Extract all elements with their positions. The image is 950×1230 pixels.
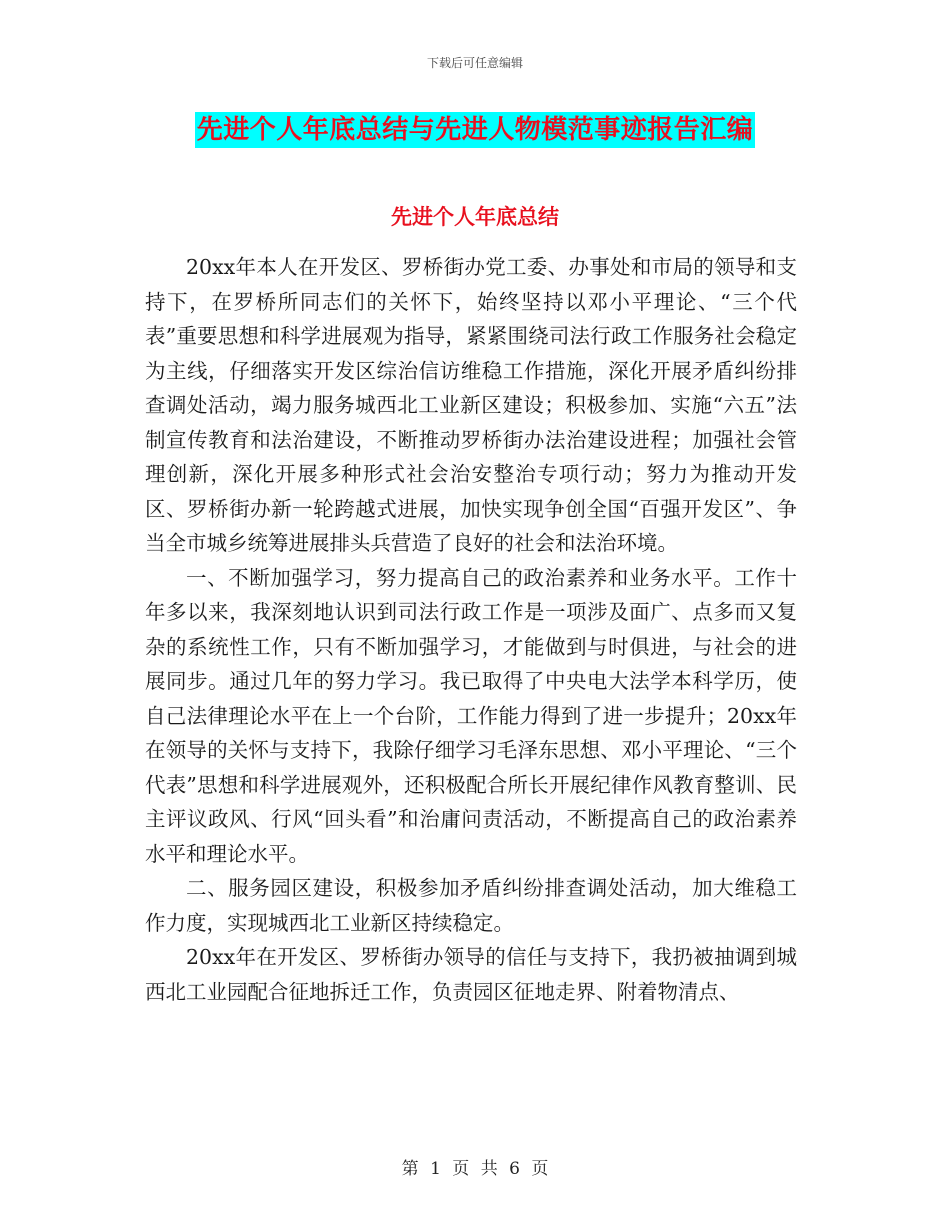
page-number: 第 1 页 共 6 页 bbox=[401, 1159, 549, 1179]
paragraph-point-one: 一、不断加强学习，努力提高自己的政治素养和业务水平。工作十年多以来，我深刻地认识到司法行政工作是一项涉及面广、点多而又复杂的系统性工作，只有不断加强学习，才能做到与时俱进，与社会的进展同步。通过几年的努力学习。我已取得了中央电大法学本科学历，使自己法律理论水平在上一个台阶，工作能力得到了进一步提升；20xx年在领导的关怀与支持下，我除仔细学习毛泽东思想、邓小平理论、“三个代表”思想和科学进展观外，还积极配合所长开展纪律作风教育整训、民主评议政风、行风“回头看”和治庸问责活动，不断提高自己的政治素养水平和理论水平。 bbox=[145, 565, 797, 866]
section-title: 先进个人年底总结 bbox=[391, 204, 559, 229]
document-title bbox=[0, 112, 950, 148]
document-title-text: 先进个人年底总结与先进人物模范事迹报告汇编 bbox=[195, 112, 756, 148]
document-body bbox=[145, 250, 797, 1009]
paragraph-point-two: 二、服务园区建设，积极参加矛盾纠纷排查调处活动，加大维稳工作力度，实现城西北工业新区持续稳定。 bbox=[145, 876, 797, 935]
page-header: 下载后可任意编辑 bbox=[426, 56, 523, 70]
paragraph-intro: 20xx年本人在开发区、罗桥街办党工委、办事处和市局的领导和支持下，在罗桥所同志们的关怀下，始终坚持以邓小平理论、“三个代表”重要思想和科学进展观为指导，紧紧围绕司法行政工作服务社会稳定为主线，仔细落实开发区综治信访维稳工作措施，深化开展矛盾纠纷排查调处活动，竭力服务城西北工业新区建设；积极参加、实施“六五”法制宣传教育和法治建设，不断推动罗桥街办法治建设进程；加强社会管理创新，深化开展多种形式社会治安整治专项行动；努力为推动开发区、罗桥街办新一轮跨越式进展，加快实现争创全国“百强开发区”、争当全市城乡统筹进展排头兵营造了良好的社会和法治环境。 bbox=[145, 255, 797, 555]
paragraph-point-two-detail: 20xx年在开发区、罗桥街办领导的信任与支持下，我扔被抽调到城西北工业园配合征地拆迁工作，负责园区征地走界、附着物清点、 bbox=[145, 945, 797, 1004]
